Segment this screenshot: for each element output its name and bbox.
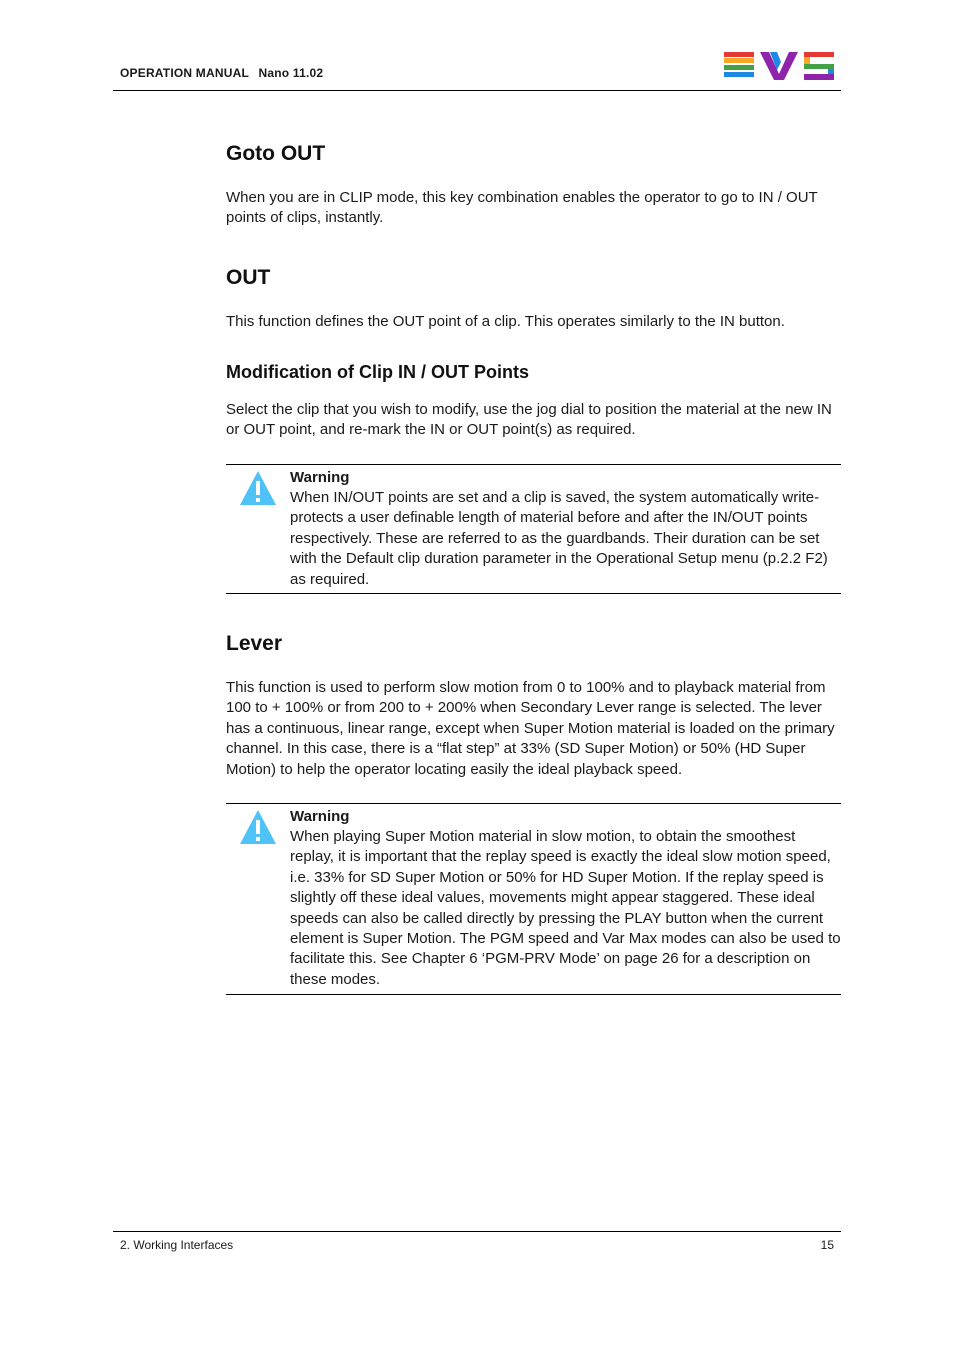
heading-lever: Lever [226, 632, 283, 655]
product-version: Nano 11.02 [258, 66, 324, 80]
footer-chapter: 2. Working Interfaces [120, 1238, 234, 1252]
evs-logo [724, 52, 836, 82]
warning-icon [239, 809, 277, 845]
footer-divider [113, 1231, 841, 1232]
warning-box-super-motion [226, 803, 841, 995]
warning-box-guardbands [226, 464, 841, 594]
modification-body: Select the clip that you wish to modify, use the jog dial to position the material at the new IN or OUT point, and re-mark the IN or OUT point(s) as required. [226, 401, 832, 439]
warning-text: When IN/OUT points are set and a clip is saved, the system automatically write-protects a user definable length of material before and after the IN/OUT points respectively. These are referred to as the guardbands. Their duration can be set with the Default clip duration parameter in the Operational Setup menu (p.2.2 F2) as required. [290, 489, 828, 588]
heading-goto-out: Goto OUT [226, 142, 326, 165]
running-header [120, 66, 329, 80]
warning-title: Warning [290, 469, 350, 486]
doc-title: OPERATION MANUAL [120, 66, 249, 80]
lever-body: This function is used to perform slow motion from 0 to 100% and to playback material from 100 to + 100% or from 200 to + 200% when Secondary Lever range is selected. The lever has a continuous, linear range, except when Super Motion material is loaded on the primary channel. In this case, there is a “flat step” at 33% (SD Super Motion) or 50% (HD Super Motion) to help the operator locating easily the ideal playback speed. [226, 679, 835, 778]
goto-out-body: When you are in CLIP mode, this key combination enables the operator to go to IN / OUT points of clips, instantly. [226, 189, 818, 227]
heading-out: OUT [226, 266, 271, 289]
warning-text: When playing Super Motion material in slow motion, to obtain the smoothest replay, it is important that the replay speed is exactly the ideal slow motion speed, i.e. 33% for SD Super Motion or 50% for HD Super Motion. If the replay speed is slightly off these ideal values, movements might appear staggered. These ideal speeds can also be called directly by pressing the PLAY button when the current element is Super Motion. The PGM speed and Var Max modes can also be used to facilitate this. See Chapter 6 ‘PGM-PRV Mode’ on page 26 for a description on these modes. [290, 828, 841, 988]
warning-title: Warning [290, 808, 350, 825]
warning-icon [239, 470, 277, 506]
out-body: This function defines the OUT point of a clip. This operates similarly to the IN button. [226, 313, 785, 330]
heading-modification: Modification of Clip IN / OUT Points [226, 362, 529, 382]
page-number: 15 [820, 1238, 834, 1252]
header-divider [113, 90, 841, 91]
